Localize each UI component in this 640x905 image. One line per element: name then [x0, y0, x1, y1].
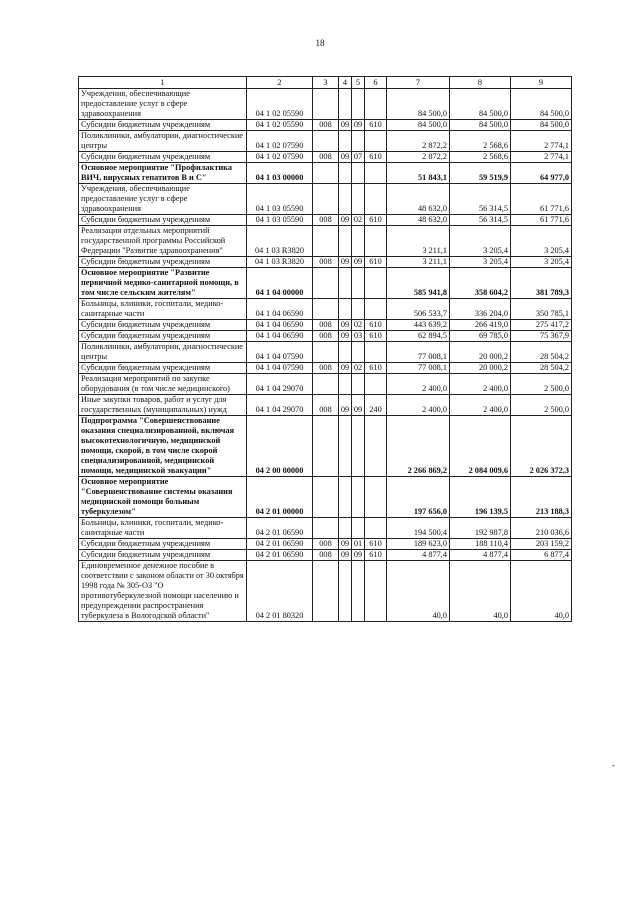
- row-target-code: 04 2 01 06590: [247, 550, 313, 561]
- row-value-col7: 585 941,8: [387, 268, 450, 299]
- row-ministry-code: [313, 163, 339, 184]
- row-value-col7: 3 211,1: [387, 226, 450, 257]
- table-row: [79, 131, 572, 152]
- row-subsection-code: 09: [352, 550, 365, 561]
- row-value-col7: 48 632,0: [387, 184, 450, 215]
- row-ministry-code: 008: [313, 120, 339, 131]
- header-cell: 3: [313, 77, 339, 89]
- row-value-col8: 56 314,5: [450, 184, 511, 215]
- row-value-col9: 61 771,6: [511, 215, 572, 226]
- row-expense-type: [365, 518, 387, 539]
- row-section-code: [339, 518, 352, 539]
- row-target-code: 04 1 04 29070: [247, 374, 313, 395]
- row-value-col8: 196 139,5: [450, 477, 511, 518]
- row-expense-type: [365, 268, 387, 299]
- row-subsection-code: [352, 163, 365, 184]
- header-cell: 9: [511, 77, 572, 89]
- row-section-code: 09: [339, 320, 352, 331]
- row-value-col8: 59 519,9: [450, 163, 511, 184]
- row-subsection-code: 02: [352, 215, 365, 226]
- row-value-col9: 3 205,4: [511, 257, 572, 268]
- row-value-col9: 64 977,0: [511, 163, 572, 184]
- row-expense-type: [365, 184, 387, 215]
- row-target-code: 04 2 01 80320: [247, 561, 313, 622]
- row-value-col8: 2 568,6: [450, 131, 511, 152]
- table-row: [79, 299, 572, 320]
- row-expense-type: 610: [365, 152, 387, 163]
- row-value-col9: 2 026 372,3: [511, 416, 572, 477]
- table-row: [79, 518, 572, 539]
- row-value-col9: 40,0: [511, 561, 572, 622]
- row-section-code: [339, 561, 352, 622]
- row-value-col8: 2 568,6: [450, 152, 511, 163]
- row-expense-type: [365, 561, 387, 622]
- row-ministry-code: [313, 299, 339, 320]
- row-value-col7: 2 266 869,2: [387, 416, 450, 477]
- row-subsection-code: [352, 342, 365, 363]
- row-target-code: 04 1 04 06590: [247, 331, 313, 342]
- row-ministry-code: [313, 268, 339, 299]
- row-section-code: [339, 226, 352, 257]
- row-section-code: [339, 416, 352, 477]
- row-subsection-code: [352, 184, 365, 215]
- row-subsection-code: 02: [352, 320, 365, 331]
- row-name: Больницы, клиники, госпитали, медико-санитарные части: [79, 299, 247, 320]
- row-section-code: 09: [339, 215, 352, 226]
- row-target-code: 04 1 02 05590: [247, 120, 313, 131]
- table-row: [79, 320, 572, 331]
- page-number: 18: [315, 38, 325, 48]
- row-value-col7: 2 400,0: [387, 395, 450, 416]
- row-value-col8: 84 500,0: [450, 89, 511, 120]
- header-cell: 7: [387, 77, 450, 89]
- row-ministry-code: [313, 374, 339, 395]
- row-expense-type: 610: [365, 539, 387, 550]
- row-ministry-code: 008: [313, 395, 339, 416]
- row-value-col7: 506 533,7: [387, 299, 450, 320]
- table-row: [79, 395, 572, 416]
- row-expense-type: [365, 342, 387, 363]
- row-expense-type: 610: [365, 120, 387, 131]
- table-row: [79, 226, 572, 257]
- row-value-col9: 84 500,0: [511, 89, 572, 120]
- row-subsection-code: [352, 416, 365, 477]
- row-value-col9: 2 500,0: [511, 395, 572, 416]
- row-section-code: [339, 342, 352, 363]
- row-section-code: 09: [339, 539, 352, 550]
- row-expense-type: 610: [365, 331, 387, 342]
- row-subsection-code: [352, 477, 365, 518]
- row-value-col8: 2 400,0: [450, 395, 511, 416]
- row-value-col7: 194 500,4: [387, 518, 450, 539]
- row-value-col9: 381 789,3: [511, 268, 572, 299]
- table-row: [79, 120, 572, 131]
- row-target-code: 04 1 03 R3820: [247, 257, 313, 268]
- row-value-col9: 213 188,3: [511, 477, 572, 518]
- row-expense-type: [365, 226, 387, 257]
- row-value-col8: 56 314,5: [450, 215, 511, 226]
- row-value-col8: 266 419,0: [450, 320, 511, 331]
- row-section-code: [339, 184, 352, 215]
- header-cell: 6: [365, 77, 387, 89]
- row-value-col9: 350 785,1: [511, 299, 572, 320]
- row-value-col7: 4 877,4: [387, 550, 450, 561]
- row-value-col7: 2 872,2: [387, 131, 450, 152]
- table-row: [79, 184, 572, 215]
- row-subsection-code: [352, 374, 365, 395]
- header-cell: 5: [352, 77, 365, 89]
- row-subsection-code: [352, 89, 365, 120]
- row-ministry-code: [313, 342, 339, 363]
- row-name: Субсидии бюджетным учреждениям: [79, 539, 247, 550]
- row-value-col7: 40,0: [387, 561, 450, 622]
- row-value-col8: 3 205,4: [450, 226, 511, 257]
- table-row: [79, 416, 572, 477]
- row-value-col8: 2 084 009,6: [450, 416, 511, 477]
- row-value-col7: 62 894,5: [387, 331, 450, 342]
- row-section-code: 09: [339, 152, 352, 163]
- row-value-col7: 84 500,0: [387, 89, 450, 120]
- row-value-col8: 40,0: [450, 561, 511, 622]
- table-header-row: [79, 77, 572, 89]
- row-target-code: 04 2 01 06590: [247, 518, 313, 539]
- row-section-code: 09: [339, 120, 352, 131]
- row-subsection-code: [352, 561, 365, 622]
- row-value-col7: 2 872,2: [387, 152, 450, 163]
- row-value-col7: 3 211,1: [387, 257, 450, 268]
- row-ministry-code: 008: [313, 215, 339, 226]
- row-ministry-code: 008: [313, 152, 339, 163]
- row-section-code: [339, 477, 352, 518]
- row-value-col9: 2 774,1: [511, 152, 572, 163]
- row-value-col8: 2 400,0: [450, 374, 511, 395]
- header-cell: 8: [450, 77, 511, 89]
- row-value-col9: 75 367,9: [511, 331, 572, 342]
- table-row: [79, 363, 572, 374]
- row-expense-type: 610: [365, 363, 387, 374]
- row-expense-type: 240: [365, 395, 387, 416]
- row-subsection-code: [352, 131, 365, 152]
- row-value-col7: 189 623,0: [387, 539, 450, 550]
- row-target-code: 04 1 04 07590: [247, 342, 313, 363]
- row-ministry-code: 008: [313, 539, 339, 550]
- row-name: Подпрограмма "Совершенствование оказания специализированной, включая высокотехнологичную, медицинской помощи, скорой, в том числе скорой специализированной, медицинской помощи, медицинской эвакуации": [79, 416, 247, 477]
- row-value-col9: 61 771,6: [511, 184, 572, 215]
- row-ministry-code: 008: [313, 363, 339, 374]
- row-value-col7: 77 008,1: [387, 363, 450, 374]
- row-ministry-code: [313, 561, 339, 622]
- row-value-col8: 336 204,0: [450, 299, 511, 320]
- row-subsection-code: [352, 299, 365, 320]
- row-expense-type: [365, 477, 387, 518]
- row-subsection-code: 09: [352, 257, 365, 268]
- row-value-col8: 20 000,2: [450, 363, 511, 374]
- row-name: Основное мероприятие "Совершенствование системы оказания медицинской помощи больным туберкулезом": [79, 477, 247, 518]
- row-ministry-code: [313, 89, 339, 120]
- row-name: Субсидии бюджетным учреждениям: [79, 120, 247, 131]
- row-target-code: 04 2 01 06590: [247, 539, 313, 550]
- row-value-col9: 203 159,2: [511, 539, 572, 550]
- row-ministry-code: [313, 184, 339, 215]
- row-ministry-code: 008: [313, 320, 339, 331]
- row-target-code: 04 1 03 00000: [247, 163, 313, 184]
- row-value-col7: 51 843,1: [387, 163, 450, 184]
- row-target-code: 04 1 04 06590: [247, 320, 313, 331]
- row-name: Больницы, клиники, госпитали, медико-санитарные части: [79, 518, 247, 539]
- row-ministry-code: [313, 477, 339, 518]
- row-target-code: 04 2 00 00000: [247, 416, 313, 477]
- row-value-col9: 3 205,4: [511, 226, 572, 257]
- row-value-col8: 192 987,8: [450, 518, 511, 539]
- row-name: Субсидии бюджетным учреждениям: [79, 215, 247, 226]
- row-section-code: [339, 163, 352, 184]
- row-subsection-code: 02: [352, 363, 365, 374]
- row-name: Субсидии бюджетным учреждениям: [79, 331, 247, 342]
- row-target-code: 04 1 03 05590: [247, 215, 313, 226]
- row-value-col9: 275 417,2: [511, 320, 572, 331]
- table-row: [79, 477, 572, 518]
- table-row: [79, 374, 572, 395]
- row-value-col8: 69 785,0: [450, 331, 511, 342]
- row-value-col9: 2 774,1: [511, 131, 572, 152]
- table-row: [79, 550, 572, 561]
- header-cell: 4: [339, 77, 352, 89]
- row-expense-type: [365, 163, 387, 184]
- row-name: Поликлиники, амбулатории, диагностические центры: [79, 342, 247, 363]
- row-value-col9: 28 504,2: [511, 342, 572, 363]
- row-value-col9: 210 036,6: [511, 518, 572, 539]
- header-cell: 1: [79, 77, 247, 89]
- row-target-code: 04 1 04 07590: [247, 363, 313, 374]
- row-subsection-code: 03: [352, 331, 365, 342]
- row-value-col9: 28 504,2: [511, 363, 572, 374]
- row-section-code: [339, 131, 352, 152]
- row-target-code: 04 1 04 00000: [247, 268, 313, 299]
- row-name: Поликлиники, амбулатории, диагностические центры: [79, 131, 247, 152]
- row-expense-type: 610: [365, 257, 387, 268]
- row-value-col7: 443 639,2: [387, 320, 450, 331]
- table-row: [79, 342, 572, 363]
- row-expense-type: [365, 374, 387, 395]
- table-row: [79, 561, 572, 622]
- row-section-code: 09: [339, 550, 352, 561]
- row-subsection-code: [352, 518, 365, 539]
- row-ministry-code: [313, 518, 339, 539]
- row-name: Учреждения, обеспечивающие предоставление услуг в сфере здравоохранения: [79, 184, 247, 215]
- table-row: [79, 539, 572, 550]
- row-name: Субсидии бюджетным учреждениям: [79, 320, 247, 331]
- row-expense-type: [365, 89, 387, 120]
- row-subsection-code: [352, 226, 365, 257]
- row-value-col8: 20 000,2: [450, 342, 511, 363]
- table-row: [79, 152, 572, 163]
- row-value-col7: 2 400,0: [387, 374, 450, 395]
- row-target-code: 04 1 02 05590: [247, 89, 313, 120]
- row-ministry-code: 008: [313, 257, 339, 268]
- row-target-code: 04 1 03 R3820: [247, 226, 313, 257]
- row-section-code: [339, 89, 352, 120]
- row-target-code: 04 1 04 06590: [247, 299, 313, 320]
- row-section-code: [339, 268, 352, 299]
- row-name: Единовременное денежное пособие в соответствии с законом области от 30 октября 1998 года № 305-ОЗ "О противотуберкулезной помощи населению и предупреждении распространения туберкулеза в Вологодской области": [79, 561, 247, 622]
- row-name: Учреждения, обеспечивающие предоставление услуг в сфере здравоохранения: [79, 89, 247, 120]
- row-subsection-code: 01: [352, 539, 365, 550]
- row-name: Субсидии бюджетным учреждениям: [79, 152, 247, 163]
- row-expense-type: 610: [365, 215, 387, 226]
- row-value-col9: 84 500,0: [511, 120, 572, 131]
- row-name: Субсидии бюджетным учреждениям: [79, 550, 247, 561]
- row-value-col8: 358 604,2: [450, 268, 511, 299]
- row-name: Субсидии бюджетным учреждениям: [79, 363, 247, 374]
- row-value-col7: 77 008,1: [387, 342, 450, 363]
- row-subsection-code: 09: [352, 395, 365, 416]
- row-ministry-code: 008: [313, 331, 339, 342]
- row-ministry-code: [313, 226, 339, 257]
- table-row: [79, 89, 572, 120]
- table-row: [79, 215, 572, 226]
- row-section-code: 09: [339, 257, 352, 268]
- row-target-code: 04 2 01 00000: [247, 477, 313, 518]
- row-value-col8: 3 205,4: [450, 257, 511, 268]
- table-row: [79, 163, 572, 184]
- row-value-col8: 84 500,0: [450, 120, 511, 131]
- row-value-col7: 48 632,0: [387, 215, 450, 226]
- row-expense-type: 610: [365, 320, 387, 331]
- header-cell: 2: [247, 77, 313, 89]
- row-section-code: [339, 374, 352, 395]
- row-target-code: 04 1 02 07590: [247, 131, 313, 152]
- row-target-code: 04 1 02 07590: [247, 152, 313, 163]
- row-value-col7: 197 656,0: [387, 477, 450, 518]
- row-section-code: 09: [339, 363, 352, 374]
- row-section-code: 09: [339, 331, 352, 342]
- row-name: Реализация отдельных мероприятий государственной программы Российской Федерации "Развитие здравоохранения": [79, 226, 247, 257]
- row-value-col9: 2 500,0: [511, 374, 572, 395]
- row-ministry-code: [313, 131, 339, 152]
- row-value-col9: 6 877,4: [511, 550, 572, 561]
- row-subsection-code: 09: [352, 120, 365, 131]
- row-value-col7: 84 500,0: [387, 120, 450, 131]
- row-name: Субсидии бюджетным учреждениям: [79, 257, 247, 268]
- row-name: Основное мероприятие "Развитие первичной медико-санитарной помощи, в том числе сельским жителям": [79, 268, 247, 299]
- row-section-code: 09: [339, 395, 352, 416]
- row-subsection-code: [352, 268, 365, 299]
- row-value-col8: 188 110,4: [450, 539, 511, 550]
- table-row: [79, 331, 572, 342]
- row-ministry-code: 008: [313, 550, 339, 561]
- row-expense-type: [365, 299, 387, 320]
- row-target-code: 04 1 03 05590: [247, 184, 313, 215]
- row-subsection-code: 07: [352, 152, 365, 163]
- row-name: Иные закупки товаров, работ и услуг для государственных (муниципальных) нужд: [79, 395, 247, 416]
- row-expense-type: [365, 416, 387, 477]
- row-name: Реализация мероприятий по закупке оборудования (в том числе медицинского): [79, 374, 247, 395]
- table-row: [79, 257, 572, 268]
- margin-mark: -: [612, 760, 615, 770]
- budget-table: [78, 76, 572, 622]
- row-expense-type: 610: [365, 550, 387, 561]
- row-expense-type: [365, 131, 387, 152]
- row-ministry-code: [313, 416, 339, 477]
- row-target-code: 04 1 04 29070: [247, 395, 313, 416]
- row-section-code: [339, 299, 352, 320]
- row-value-col8: 4 877,4: [450, 550, 511, 561]
- table-row: [79, 268, 572, 299]
- row-name: Основное мероприятие "Профилактика ВИЧ, вирусных гепатитов В и С": [79, 163, 247, 184]
